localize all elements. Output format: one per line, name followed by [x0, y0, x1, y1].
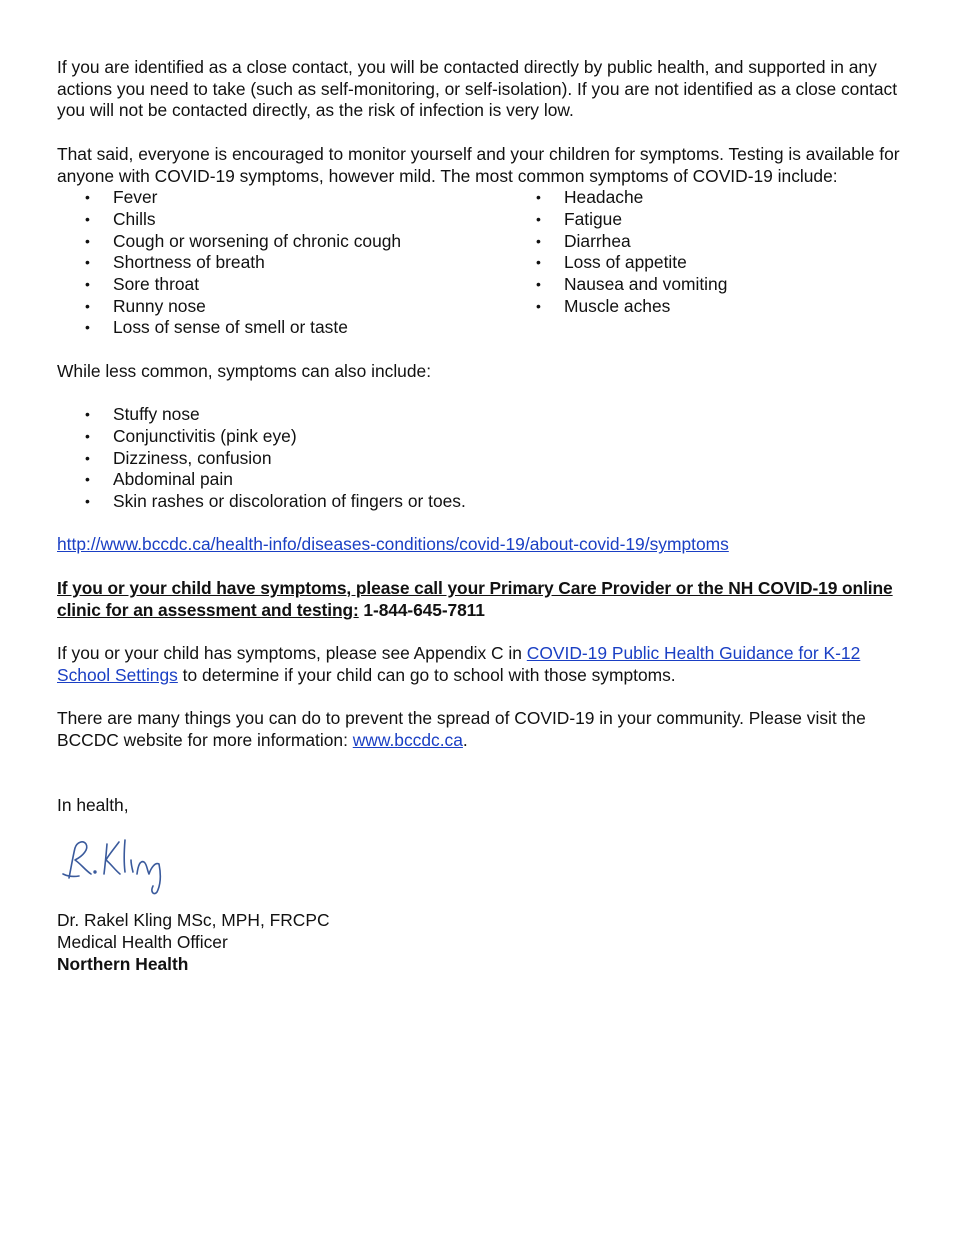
less-common-symptom-item: • Conjunctivitis (pink eye) [57, 426, 907, 448]
less-common-symptom-item: • Skin rashes or discoloration of fingers or toes. [57, 491, 907, 513]
bccdc-symptoms-link[interactable]: http://www.bccdc.ca/health-info/diseases-conditions/covid-19/about-covid-19/symptoms [57, 534, 729, 555]
common-symptom-item: • Shortness of breath [57, 252, 508, 274]
guidance-text-after: to determine if your child can go to school with those symptoms. [177, 664, 676, 685]
call-to-action [57, 578, 907, 621]
prevent-paragraph [57, 708, 907, 751]
common-symptom-item: • Fever [57, 187, 508, 209]
common-symptom-item: • Headache [508, 187, 727, 209]
common-symptoms-list [57, 187, 907, 339]
common-symptoms-left-column [57, 187, 508, 339]
signer-name: Dr. Rakel Kling MSc, MPH, FRCPC [57, 910, 330, 931]
less-common-intro: While less common, symptoms can also include: [57, 360, 432, 381]
less-common-symptom-item: • Dizziness, confusion [57, 448, 907, 470]
letter-page [57, 57, 907, 976]
common-symptom-item: • Runny nose [57, 296, 508, 318]
common-symptom-item: • Sore throat [57, 274, 508, 296]
intro-paragraph-monitoring: That said, everyone is encouraged to monitor yourself and your children for symptoms. Testing is available for anyone with COVID-19 symptoms, however mild. The most common symptoms of COVID-19 include: [57, 143, 900, 186]
common-symptom-item: • Diarrhea [508, 231, 727, 253]
guidance-paragraph [57, 643, 907, 686]
common-symptom-item: • Cough or worsening of chronic cough [57, 231, 508, 253]
prevent-text-before: There are many things you can do to prevent the spread of COVID-19 in your community. Please visit the BCCDC website for more information: [57, 707, 866, 750]
common-symptom-item: • Muscle aches [508, 296, 727, 318]
common-symptom-item: • Fatigue [508, 209, 727, 231]
bccdc-website-link[interactable]: www.bccdc.ca [352, 729, 463, 750]
common-symptoms-right-column [508, 187, 727, 339]
common-symptom-item: • Chills [57, 209, 508, 231]
common-symptom-item: • Loss of appetite [508, 252, 727, 274]
symptoms-link-paragraph [57, 534, 907, 556]
prevent-text-after: . [462, 729, 468, 750]
signature-graphic [57, 830, 197, 900]
common-symptom-item: • Nausea and vomiting [508, 274, 727, 296]
less-common-symptoms-list [57, 404, 907, 513]
less-common-symptom-item: • Stuffy nose [57, 404, 907, 426]
handwritten-signature [57, 830, 907, 900]
guidance-text-before: If you or your child has symptoms, please see Appendix C in [57, 642, 527, 663]
intro-paragraph-close-contact: If you are identified as a close contact, you will be contacted directly by public health, and supported in any actions you need to take (such as self-monitoring, or self-isolation). If you are not identified as a close contact you will not be contacted directly, as the risk of infection is very low. [57, 57, 898, 121]
phone-number: 1-844-645-7811 [358, 599, 485, 620]
common-symptom-item: • Loss of sense of smell or taste [57, 317, 508, 339]
signer-organization: Northern Health [57, 953, 189, 974]
closing-salutation: In health, [57, 794, 129, 815]
less-common-symptom-item: • Abdominal pain [57, 469, 907, 491]
signer-title: Medical Health Officer [57, 932, 228, 953]
call-to-action-text: If you or your child have symptoms, please call your Primary Care Provider or the NH COVID-19 online clinic for an assessment and testing: [57, 577, 893, 620]
k12-guidance-link[interactable]: COVID-19 Public Health Guidance for K-12 School Settings [57, 642, 861, 685]
